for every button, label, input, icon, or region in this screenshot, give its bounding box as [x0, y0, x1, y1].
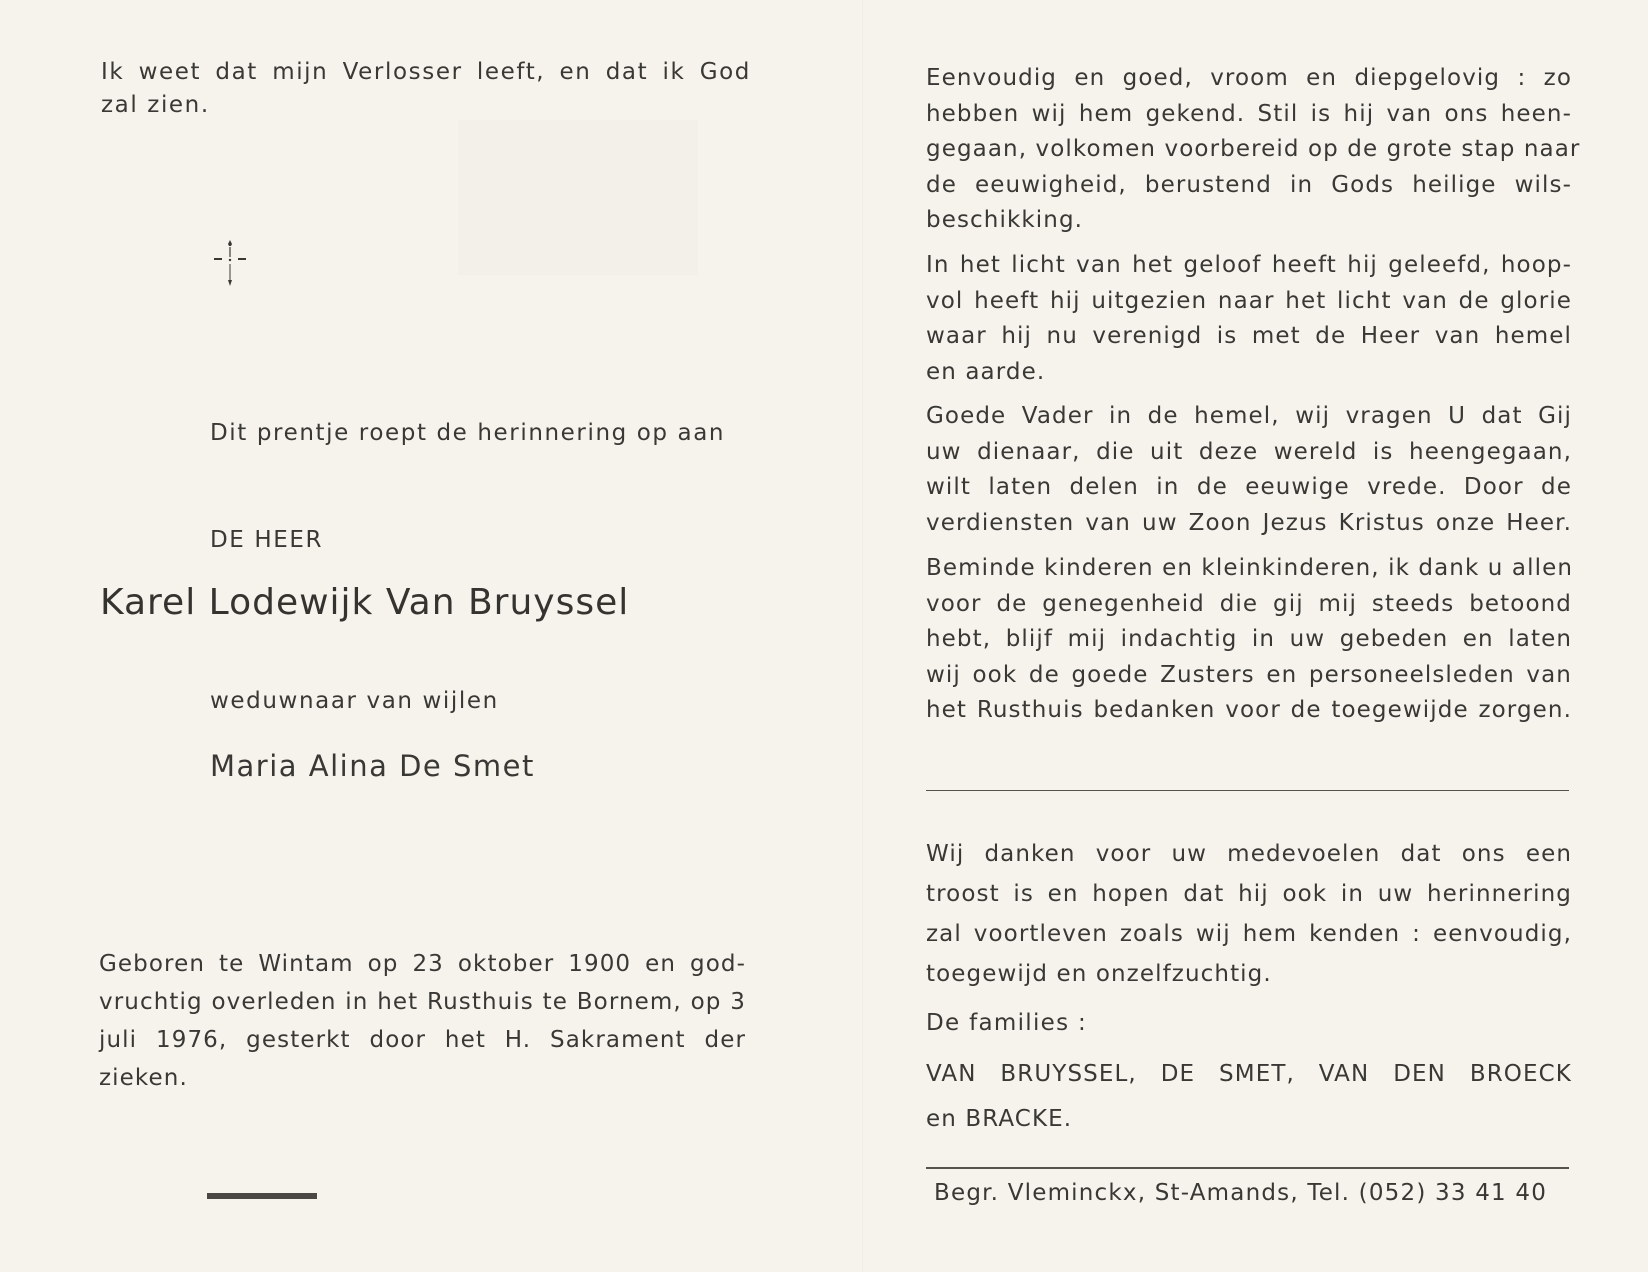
text-line: waar hij nu verenigd is met de Heer van hemel: [926, 323, 1572, 349]
text-line: wij ook de goede Zusters en personeelsleden van: [926, 661, 1572, 688]
paragraph-2: [926, 248, 1572, 390]
text-line: vol heeft hij uitgezien naar het licht van de glorie: [926, 287, 1572, 314]
paragraph-thanks: [926, 834, 1572, 994]
text-line: hebt, blijf mij indachtig in uw gebeden en laten: [926, 626, 1572, 652]
text-line: wilt laten delen in de eeuwige vrede. Door de: [926, 474, 1572, 500]
family-names-line: en BRACKE.: [926, 1106, 1073, 1132]
cross-icon: [212, 238, 248, 302]
birth-line: juli 1976, gesterkt door het H. Sakrament der: [99, 1027, 746, 1053]
birth-line: vruchtig overleden in het Rusthuis te Bornem, op 3: [99, 989, 746, 1015]
text-line: gegaan, volkomen voorbereid op de grote stap naar: [926, 136, 1581, 162]
text-line: Wij danken voor uw medevoelen dat ons een: [926, 841, 1572, 867]
text-line: het Rusthuis bedanken voor de toegewijde zorgen.: [926, 697, 1572, 723]
text-line: hebben wij hem gekend. Stil is hij van ons heen-: [926, 100, 1572, 127]
paper-smudge: [458, 120, 698, 275]
families-label: De families :: [926, 1010, 1088, 1036]
title-text: DE HEER: [210, 527, 324, 553]
intro-text: Dit prentje roept de herinnering op aan: [210, 420, 726, 446]
widower-text: weduwnaar van wijlen: [210, 688, 499, 714]
text-line: uw dienaar, die uit deze wereld is heengegaan,: [926, 438, 1572, 465]
divider-line: [926, 1167, 1569, 1169]
text-line: en aarde.: [926, 358, 1046, 385]
wife-name: Maria Alina De Smet: [210, 749, 535, 783]
text-line: voor de genegenheid die gij mij steeds betoond: [926, 590, 1572, 617]
family-names-line: VAN BRUYSSEL, DE SMET, VAN DEN BROECK: [926, 1061, 1572, 1087]
birth-death-paragraph: [99, 945, 746, 1097]
birth-line: zieken.: [99, 1065, 188, 1091]
birth-line: Geboren te Wintam op 23 oktober 1900 en god-: [99, 951, 746, 977]
verse-line-2: zal zien.: [101, 92, 210, 118]
text-line: verdiensten van uw Zoon Jezus Kristus onze Heer.: [926, 509, 1572, 536]
text-line: zal voortleven zoals wij hem kenden : eenvoudig,: [926, 921, 1572, 947]
text-line: de eeuwigheid, berustend in Gods heilige wils-: [926, 171, 1572, 198]
family-names: [926, 1052, 1572, 1142]
text-line: toegewijd en onzelfzuchtig.: [926, 961, 1272, 987]
paragraph-3: [926, 399, 1572, 541]
text-line: beschikking.: [926, 207, 1084, 233]
deceased-name: Karel Lodewijk Van Bruyssel: [100, 582, 630, 623]
verse-line-1: Ik weet dat mijn Verlosser leeft, en dat ik God: [101, 59, 751, 85]
divider-line: [926, 790, 1569, 791]
decorative-dash: [207, 1193, 317, 1199]
paragraph-4: [926, 551, 1572, 729]
fold-line: [862, 0, 863, 1272]
text-line: Eenvoudig en goed, vroom en diepgelovig : zo: [926, 65, 1572, 91]
text-line: Goede Vader in de hemel, wij vragen U dat Gij: [926, 403, 1572, 429]
text-line: troost is en hopen dat hij ook in uw herinnering: [926, 881, 1572, 907]
paragraph-1: [926, 61, 1581, 239]
bible-verse: [101, 56, 751, 122]
text-line: Beminde kinderen en kleinkinderen, ik dank u allen: [926, 555, 1574, 581]
text-line: In het licht van het geloof heeft hij geleefd, hoop-: [926, 252, 1572, 278]
printer-credit: Begr. Vleminckx, St-Amands, Tel. (052) 33 41 40: [934, 1180, 1548, 1206]
